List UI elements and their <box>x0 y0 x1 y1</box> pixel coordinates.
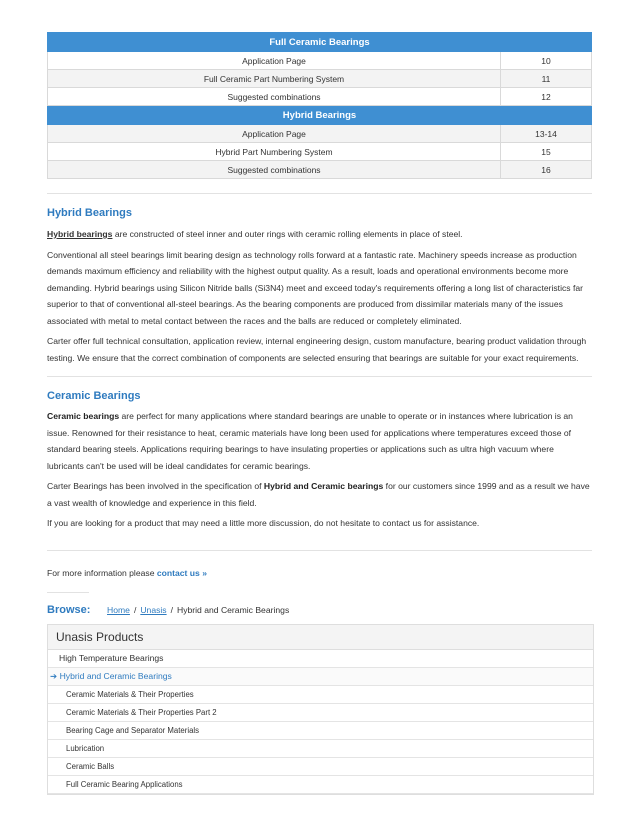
breadcrumb <box>47 604 289 616</box>
row-page: 15 <box>501 143 592 161</box>
sub-list-item[interactable]: Ceramic Balls <box>48 758 593 776</box>
page-content <box>47 0 592 789</box>
products-panel <box>47 624 594 795</box>
list-item-hybrid-ceramic-active[interactable] <box>48 668 593 686</box>
browse-label: Browse: <box>47 604 91 616</box>
divider <box>47 550 592 551</box>
contact-text: For more information please <box>47 567 157 578</box>
sub-list-item[interactable]: Ceramic Materials & Their Properties Part 2 <box>48 704 593 722</box>
hybrid-heading: Hybrid Bearings <box>47 207 132 219</box>
row-page: 11 <box>501 70 592 88</box>
divider <box>47 193 592 194</box>
hybrid-bearings-term: Hybrid bearings <box>47 229 113 239</box>
divider <box>47 376 592 377</box>
breadcrumb-separator: / <box>133 605 137 615</box>
row-label: Suggested combinations <box>48 161 501 179</box>
breadcrumb-trail <box>107 605 289 615</box>
sub-list-item[interactable]: Bearing Cage and Separator Materials <box>48 722 593 740</box>
row-page: 13-14 <box>501 125 592 143</box>
ceramic-bearings-term: Ceramic bearings <box>47 411 120 421</box>
ceramic-intro <box>47 408 592 474</box>
sub-list-item[interactable]: Lubrication <box>48 740 593 758</box>
breadcrumb-unasis[interactable]: Unasis <box>140 605 167 615</box>
row-label: Full Ceramic Part Numbering System <box>48 70 501 88</box>
table-section-header <box>48 106 592 125</box>
ceramic-paragraph: If you are looking for a product that may need a little more discussion, do not hesitate to contact us for assistance. <box>47 518 480 528</box>
table-section-header <box>48 33 592 52</box>
table-row <box>48 52 592 70</box>
row-label: Suggested combinations <box>48 88 501 106</box>
ceramic-intro-text: are perfect for many applications where standard bearings are unable to operate or in instances where lubrication is an issue. Renowned for their resistance to heat, ceramic materials have long been used for applications where temperatures exceed those of standard bearing steels. Applications requiring bearings to have insulating properties or applications such as ultra high vacuum where lubricants can't be used will be ideal candidates for ceramic bearings. <box>47 411 573 471</box>
breadcrumb-home[interactable]: Home <box>107 605 130 615</box>
section-title-hybrid: Hybrid Bearings <box>48 106 592 125</box>
row-label: Application Page <box>48 52 501 70</box>
row-label: Hybrid Part Numbering System <box>48 143 501 161</box>
breadcrumb-separator: / <box>170 605 173 615</box>
row-page: 10 <box>501 52 592 70</box>
hybrid-paragraph: Conventional all steel bearings limit bearing design as technology rolls forward at a fantastic rate. Machinery speeds increase as production demands maximum efficiency and reliability with the highest output quality. As a result, loads and operational environments become more demanding. Hybrid bearings using Silicon Nitride balls (Si3N4) meet and exceed today's requirements offering a long list of characteristics far superior to that of conventional all-steel bearings. As the bearing components are produced from dissimilar materials many of the issues associated with metal to metal contact between the races and the balls are reduced or completely eliminated. <box>47 249 583 326</box>
list-item-label: Hybrid and Ceramic Bearings <box>59 671 172 681</box>
table-row <box>48 125 592 143</box>
hybrid-paragraph: Carter offer full technical consultation, application review, internal engineering design, custom manufacture, bearing product validation through testing. We ensure that the correct combination of components are selected ensuring that bearings are suitable for your exact requirements. <box>47 336 587 363</box>
table-row <box>48 70 592 88</box>
contact-line <box>47 565 592 582</box>
contact-us-link[interactable]: contact us » <box>156 567 208 578</box>
row-page: 16 <box>501 161 592 179</box>
hybrid-intro-text: are constructed of steel inner and outer rings with ceramic rolling elements in place of steel. <box>112 229 463 239</box>
row-label: Application Page <box>48 125 501 143</box>
panel-title: Unasis Products <box>48 625 593 650</box>
row-page: 12 <box>501 88 592 106</box>
table-row <box>48 143 592 161</box>
section-title-full-ceramic: Full Ceramic Bearings <box>48 33 592 52</box>
ceramic-paragraph <box>47 478 592 511</box>
hybrid-intro <box>47 226 592 243</box>
ceramic-text: Carter Bearings has been involved in the specification of <box>47 481 264 491</box>
bearing-reference-table <box>47 32 592 179</box>
ceramic-text: for our customers since 1999 and as a result we have a vast wealth of knowledge and experience in this field. <box>47 481 590 508</box>
sub-list-item[interactable]: Full Ceramic Bearing Applications <box>48 776 593 794</box>
table-row <box>48 88 592 106</box>
arrow-right-icon: ➔ <box>50 671 58 681</box>
sub-list-item[interactable]: Ceramic Materials & Their Properties <box>48 686 593 704</box>
table-row <box>48 161 592 179</box>
breadcrumb-current: Hybrid and Ceramic Bearings <box>177 605 290 615</box>
ceramic-heading: Ceramic Bearings <box>47 390 141 402</box>
divider <box>47 592 89 593</box>
ceramic-bold-text: Hybrid and Ceramic bearings <box>263 481 384 491</box>
list-item-high-temperature-bearings[interactable]: High Temperature Bearings <box>48 650 593 668</box>
